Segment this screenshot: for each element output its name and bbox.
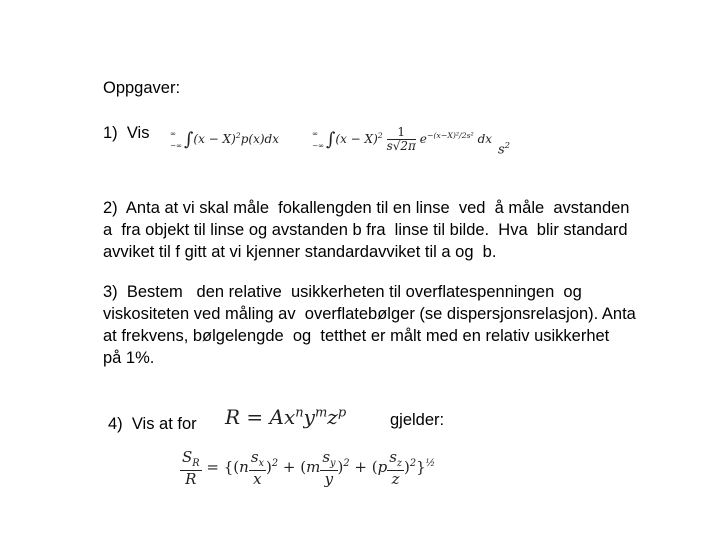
product-formula: $R = Ax^ny^mz^p$ <box>225 405 347 429</box>
heading: Oppgaver: <box>103 79 181 97</box>
task1-label: 1) Vis <box>103 124 150 142</box>
variance-symbol: $s^2$ <box>498 140 511 158</box>
task2-line: a fra objekt til linse og avstanden b fra linse til bilde. Hva blir standard <box>103 221 628 239</box>
variance-integral-formula: ∞ −∞ $\int(x - X)^2p(x)dx$ <box>170 129 279 151</box>
task2-line: avviket til f gitt at vi kjenner standardavviket til a og b. <box>103 243 497 261</box>
gaussian-integral-formula: ∞ −∞ $\int(x - X)^2$ $\frac{1}{s√2\pi}$ $e^{-(x-X)^2/2s^2}$ dx <box>312 125 493 154</box>
task4-label: 4) Vis at for <box>108 415 197 433</box>
task3-line: viskositeten ved måling av overflatebølger (se dispersjonsrelasjon). Anta <box>103 305 636 323</box>
task4-label-2: gjelder: <box>390 411 445 429</box>
relative-uncertainty-formula: $\frac{S_R}{R}$ = {(n $\frac{s_x}{x}$ )$^2$ + (m $\frac{s_y}{y}$ )$^2$ + (p $\frac{s_z}{z}$ )$^2$}$^{\frac{1}{2}}$ <box>182 448 436 488</box>
task3-line: 3) Bestem den relative usikkerheten til overflatespenningen og <box>103 283 582 301</box>
task3-line: på 1%. <box>103 349 155 367</box>
task3-line: at frekvens, bølgelengde og tetthet er målt med en relativ usikkerhet <box>103 327 610 345</box>
task2-line: 2) Anta at vi skal måle fokallengden til en linse ved å måle avstanden <box>103 199 630 217</box>
